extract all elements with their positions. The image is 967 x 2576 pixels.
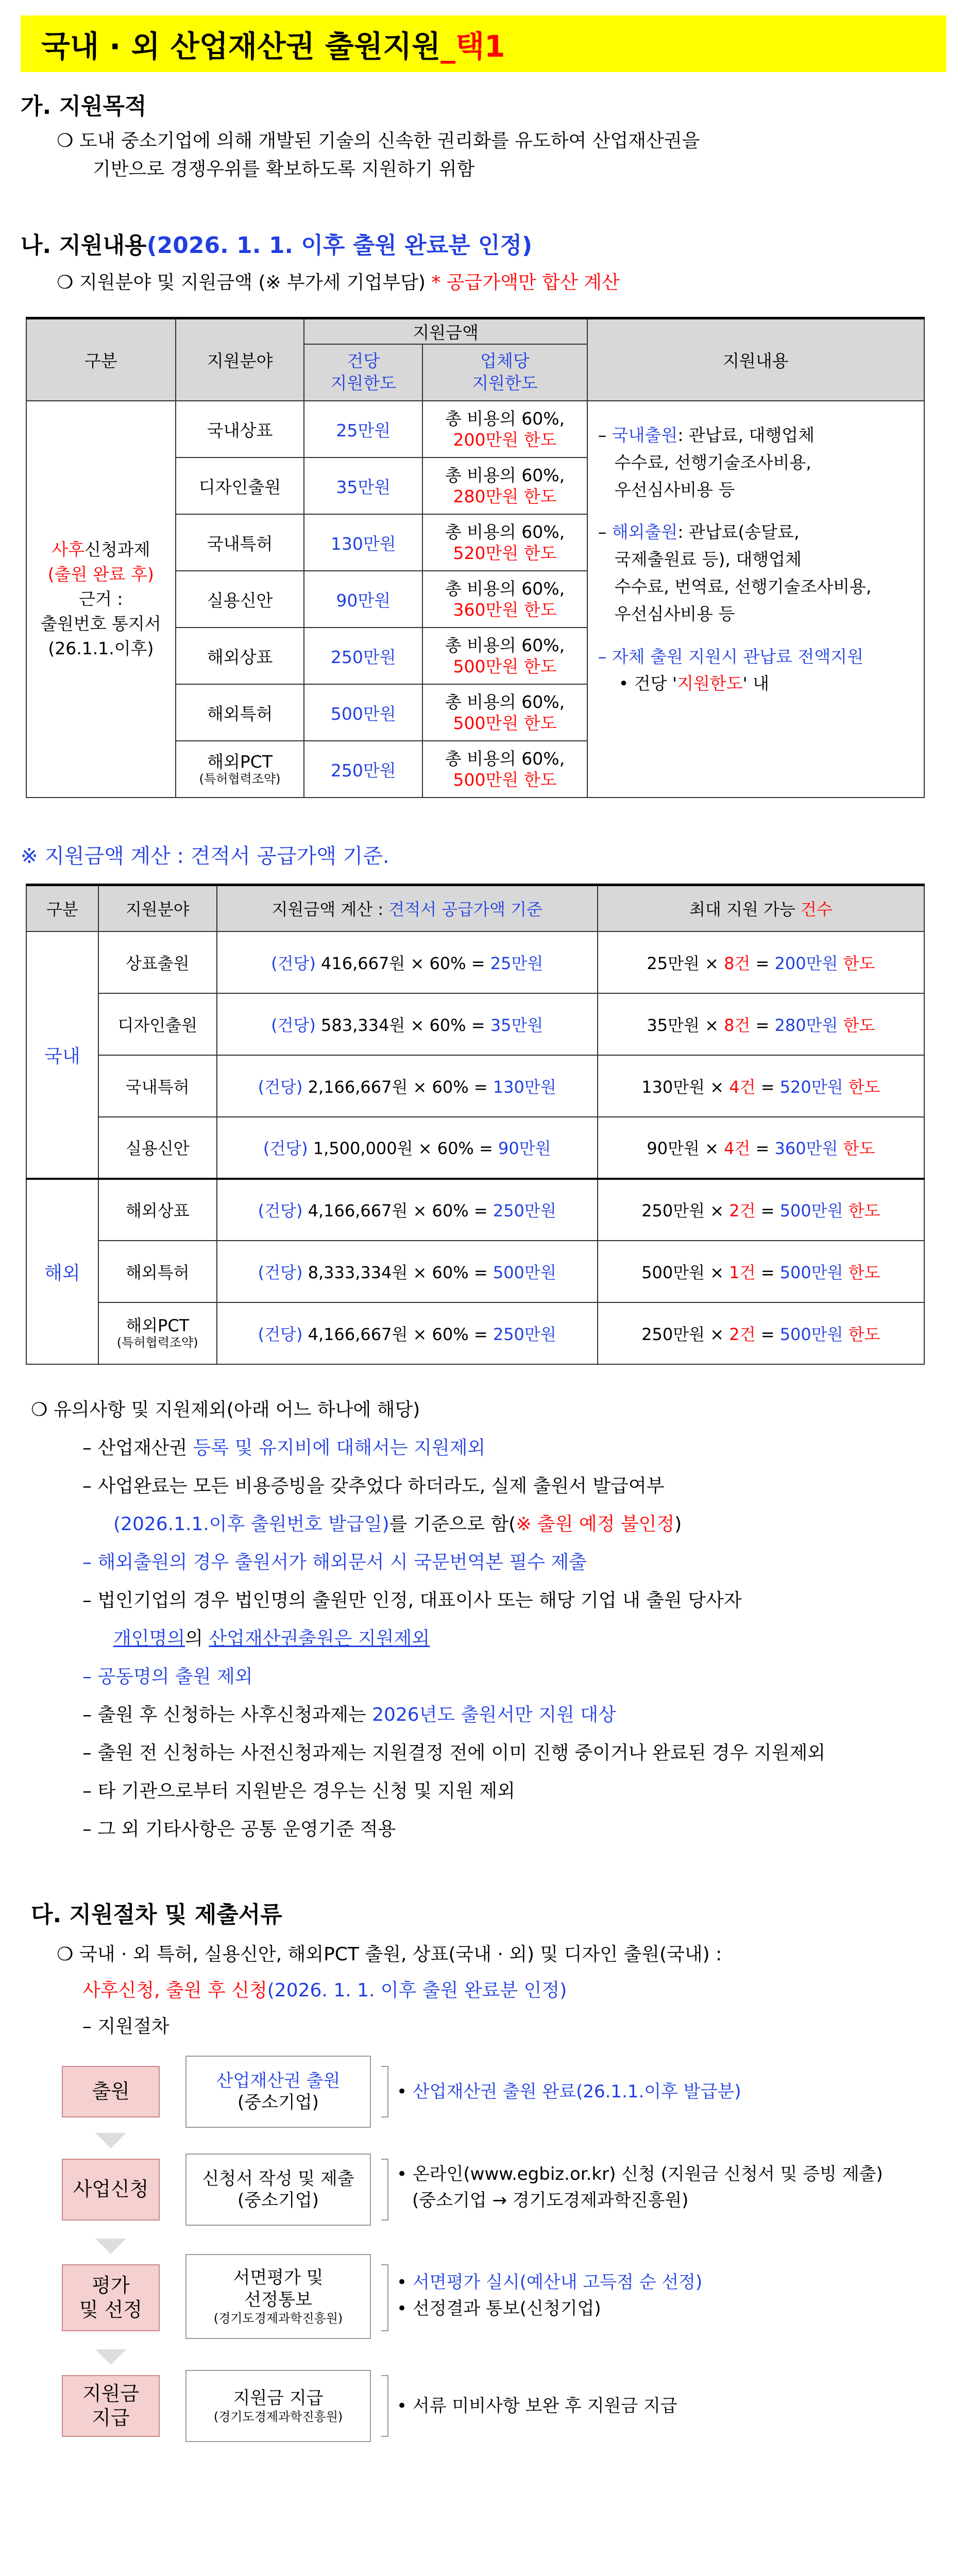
step-pay-bracket — [381, 2375, 388, 2437]
t1-header-content: 지원내용 — [587, 318, 924, 401]
step-submit-bracket — [381, 2159, 388, 2221]
t1-ratio: 총 비용의 60%, — [445, 635, 565, 655]
note-3 — [31, 1505, 825, 1544]
t2-max-c: = — [755, 1077, 780, 1097]
step-pay-desc2: (경기도경제과학진흥원) — [213, 2410, 343, 2425]
note-5: – 법인기업의 경우 법인명의 출원만 인정, 대표이사 또는 해당 기업 내 출원 당사자 — [82, 1590, 742, 1611]
t2-max — [598, 1117, 924, 1179]
t1-limit — [422, 741, 587, 798]
section-da-line1 — [57, 1940, 722, 1966]
t2-calc — [217, 1117, 598, 1179]
section-na-title: 나. 지원내용 — [21, 232, 147, 259]
note-11: – 그 외 기타사항은 공통 운영기준 적용 — [82, 1819, 396, 1840]
t1-content-d2: – 해외출원: 관납료(송달료, — [598, 522, 800, 543]
t1-limit — [422, 514, 587, 571]
page-title-suffix: _택1 — [440, 29, 505, 64]
step-pay-desc — [185, 2370, 371, 2442]
t1-content-cell — [587, 401, 924, 798]
t2-max-c: = — [755, 1262, 780, 1282]
note-1a: – 산업재산권 — [82, 1437, 193, 1459]
step-eval-desc2: 선정통보 — [244, 2289, 312, 2310]
step-eval-note: • 서면평가 실시(예산내 고득점 순 선정) • 선정결과 통보(신청기업) — [397, 2272, 703, 2319]
note-6b: 의 — [185, 1628, 209, 1649]
note-3a: (2026.1.1.이후 출원번호 발급일) — [113, 1514, 389, 1535]
t1-d2-line3: 수수료, 번역료, 선행기술조사비용, — [614, 576, 872, 597]
t2-calc-c: 35만원 — [490, 1015, 544, 1035]
step-apply-desc2: (중소기업) — [237, 2092, 319, 2113]
t2-calc-b: 416,667원 × 60% = — [315, 953, 490, 973]
note-9: – 출원 전 신청하는 사전신청과제는 지원결정 전에 이미 진행 중이거나 완료된 경우 지원제외 — [82, 1742, 826, 1764]
t2-header-max-b: 건수 — [800, 900, 833, 920]
t2-max-d: 360만원 — [774, 1139, 838, 1158]
t1-d2-text: : 관납료(송달료, — [677, 522, 800, 543]
t2-max-c: = — [750, 1015, 775, 1035]
t2-max-d: 520만원 — [779, 1077, 843, 1097]
t2-max-d: 500만원 — [779, 1324, 843, 1344]
t2-header-calc-a: 지원금액 계산 : — [272, 900, 389, 920]
step-pay-label2: 지급 — [92, 2406, 130, 2429]
section-na-sub — [57, 268, 620, 294]
t2-calc — [217, 1179, 598, 1241]
t2-calc-c: 25만원 — [490, 953, 544, 973]
t1-field: 해외특허 — [176, 684, 304, 741]
t1-content-d4: • 건당 '지원한도' 내 — [618, 673, 770, 694]
t2-calc-c: 250만원 — [493, 1201, 556, 1221]
t2-max-c: = — [750, 1139, 775, 1158]
t1-per: 250만원 — [304, 628, 422, 684]
circle-bullet-icon: ❍ — [57, 130, 74, 151]
t2-max — [598, 1055, 924, 1117]
t2-header-group: 구분 — [26, 885, 98, 931]
t2-max-e: 한도 — [838, 1015, 875, 1035]
t2-overseas: 해외 — [26, 1179, 98, 1364]
t2-calc-a: (건당) — [258, 1077, 303, 1097]
t2-max-c: = — [755, 1201, 780, 1221]
step-apply-note1: 산업재산권 출원 완료(26.1.1.이후 발급분) — [412, 2081, 741, 2102]
t2-calc-c: 500만원 — [493, 1262, 556, 1282]
step-eval-note2: 선정결과 통보(신청기업) — [412, 2298, 601, 2319]
t1-group-b: 신청과제 — [84, 539, 150, 560]
section-da-text1: 국내 · 외 특허, 실용신안, 해외PCT 출원, 상표(국내 · 외) 및 디자인 출원(국내) : — [79, 1944, 722, 1965]
circle-bullet-icon: ❍ — [57, 1944, 74, 1965]
t2-max-b: 4건 — [724, 1139, 751, 1158]
down-arrow-icon — [95, 2349, 126, 2365]
t1-d3-text: 자체 출원 지원시 관납료 전액지원 — [612, 646, 864, 667]
t1-per: 35만원 — [304, 457, 422, 514]
notes-block — [31, 1391, 825, 1849]
t2-max-b: 2건 — [729, 1201, 756, 1221]
t2-max-b: 8건 — [724, 1015, 751, 1035]
t2-calc — [217, 1302, 598, 1364]
t2-header-max — [598, 885, 924, 931]
t2-field: 국내특허 — [98, 1055, 217, 1117]
t2-max-e: 한도 — [838, 1139, 875, 1158]
t1-limit-text: 500만원 한도 — [453, 713, 557, 733]
t2-field: 실용신안 — [98, 1117, 217, 1179]
t1-per: 250만원 — [304, 741, 422, 798]
section-na-sub-a: 지원분야 및 지원금액 (※ 부가세 기업부담) — [79, 272, 426, 293]
t2-calc — [217, 1055, 598, 1117]
t2-max-a: 500만원 × — [641, 1262, 730, 1282]
t1-d4-c: ' 내 — [742, 673, 770, 694]
title-bar — [21, 15, 946, 72]
t2-calc-c: 250만원 — [493, 1324, 556, 1344]
t2-max-a: 250만원 × — [641, 1201, 730, 1221]
t2-max-c: = — [750, 953, 775, 973]
step-apply-box: 출원 — [62, 2066, 160, 2117]
calc-note: ※ 지원금액 계산 : 견적서 공급가액 기준. — [21, 844, 389, 868]
t1-header-company: 업체당 지원한도 — [422, 344, 587, 401]
t1-ratio: 총 비용의 60%, — [445, 465, 565, 485]
t1-group-c: (출원 완료 후) — [47, 564, 154, 585]
note-7: – 공동명의 출원 제외 — [82, 1666, 253, 1687]
note-8 — [31, 1696, 825, 1734]
t1-d2-line2: 국제출원료 등), 대행업체 — [614, 549, 802, 570]
t1-limit — [422, 571, 587, 628]
t2-max-e: 한도 — [838, 953, 875, 973]
step-eval-desc3: (경기도경제과학진흥원) — [213, 2311, 343, 2326]
t2-domestic: 국내 — [26, 931, 98, 1179]
t2-max-c: = — [755, 1324, 780, 1344]
t1-field: 실용신안 — [176, 571, 304, 628]
t1-limit-text: 500만원 한도 — [453, 656, 557, 676]
step-eval-bracket — [381, 2264, 388, 2331]
t2-calc-a: (건당) — [258, 1201, 303, 1221]
note-8a: – 출원 후 신청하는 사후신청과제는 — [82, 1704, 372, 1725]
t2-max-a: 90만원 × — [647, 1139, 724, 1158]
note-10: – 타 기관으로부터 지원받은 경우는 신청 및 지원 제외 — [82, 1781, 515, 1802]
t2-max-e: 한도 — [843, 1201, 880, 1221]
note-4: – 해외출원의 경우 출원서가 해외문서 시 국문번역본 필수 제출 — [82, 1552, 587, 1573]
section-ga-line1 — [57, 126, 700, 152]
step-eval-label1: 평가 — [92, 2274, 130, 2297]
t2-max — [598, 931, 924, 993]
down-arrow-icon — [95, 2239, 126, 2254]
step-eval-note1: 서면평가 실시(예산내 고득점 순 선정) — [412, 2272, 703, 2293]
t1-ratio: 총 비용의 60%, — [445, 521, 565, 542]
t1-field — [176, 741, 304, 798]
section-da-heading: 다. 지원절차 및 제출서류 — [31, 1902, 282, 1928]
t2-max-a: 35만원 × — [647, 1015, 724, 1035]
step-pay-box — [62, 2375, 160, 2437]
t1-content-d3: – 자체 출원 지원시 관납료 전액지원 — [598, 646, 864, 667]
t2-calc-a: (건당) — [271, 1015, 316, 1035]
note-8b: 2026년도 출원서만 지원 대상 — [372, 1704, 616, 1725]
page-title-main: 국내 · 외 산업재산권 출원지원 — [41, 29, 441, 64]
t2-field: 상표출원 — [98, 931, 217, 993]
t1-d2-line4: 우선심사비용 등 — [614, 603, 735, 624]
t2-max-a: 250만원 × — [641, 1324, 730, 1344]
step-submit-desc1: 신청서 작성 및 제출 — [202, 2168, 354, 2189]
t1-per: 500만원 — [304, 684, 422, 741]
t2-max-a: 25만원 × — [647, 953, 724, 973]
support-amount-table — [26, 317, 925, 798]
note-6a: 개인명의 — [113, 1628, 185, 1649]
t2-max-d: 500만원 — [779, 1201, 843, 1221]
step-apply-desc1: 산업재산권 출원 — [216, 2070, 341, 2091]
section-ga-heading: 가. 지원목적 — [21, 93, 147, 120]
circle-bullet-icon: ❍ — [31, 1399, 48, 1420]
notes-heading — [31, 1391, 825, 1429]
section-da-l2b: (2026. 1. 1. 이후 출원 완료분 인정) — [267, 1980, 567, 2001]
t2-field — [98, 1302, 217, 1364]
t2-max-d: 500만원 — [779, 1262, 843, 1282]
section-na-sub-b: * 공급가액만 합산 계산 — [425, 272, 620, 293]
note-1 — [31, 1429, 825, 1467]
t2-field-pct: 해외PCT — [126, 1315, 190, 1335]
t1-header-group: 구분 — [26, 318, 176, 401]
section-da-line2 — [82, 1976, 567, 2002]
t1-d4-a: 건당 ' — [634, 673, 677, 694]
step-submit-note2: (중소기업 → 경기도경제과학진흥원) — [412, 2190, 689, 2211]
t1-limit-text: 520만원 한도 — [453, 543, 557, 563]
t1-limit — [422, 684, 587, 741]
calc-table — [26, 884, 925, 1365]
t1-group-e: 출원번호 통지서 — [41, 613, 161, 634]
step-eval-desc — [185, 2254, 371, 2339]
t2-header-field: 지원분야 — [98, 885, 217, 931]
step-submit-note: • 온라인(www.egbiz.or.kr) 신청 (지원금 신청서 및 증빙 제출) (중소기업 → 경기도경제과학진흥원) — [397, 2161, 883, 2214]
t1-limit — [422, 628, 587, 684]
step-eval-label2: 및 선정 — [79, 2298, 143, 2321]
t1-limit-text: 360만원 한도 — [453, 600, 557, 620]
step-apply-desc — [185, 2056, 371, 2128]
step-submit-note1: 온라인(www.egbiz.or.kr) 신청 (지원금 신청서 및 증빙 제출) — [412, 2164, 883, 2184]
step-submit-desc2: (중소기업) — [237, 2190, 319, 2211]
t1-d4-b: 지원한도 — [677, 673, 743, 694]
note-3b: 를 기준으로 함( — [389, 1514, 516, 1535]
t2-field: 디자인출원 — [98, 993, 217, 1055]
t1-d1-text: : 관납료, 대행업체 — [677, 425, 815, 445]
t2-calc-b: 4,166,667원 × 60% = — [302, 1201, 493, 1221]
t2-max-b: 1건 — [729, 1262, 756, 1282]
t1-field-pct-sub: (특허협력조약) — [199, 772, 281, 787]
section-da-l2a: 사후신청, 출원 후 신청 — [82, 1980, 267, 2001]
t2-field: 해외상표 — [98, 1179, 217, 1241]
t2-max-e: 한도 — [843, 1324, 880, 1344]
note-3c: ※ 출원 예정 불인정 — [516, 1514, 675, 1535]
t1-ratio: 총 비용의 60%, — [445, 748, 565, 769]
t2-calc — [217, 993, 598, 1055]
t1-per: 130만원 — [304, 514, 422, 571]
t1-limit-text: 500만원 한도 — [453, 770, 557, 790]
t1-limit — [422, 457, 587, 514]
t2-header-max-a: 최대 지원 가능 — [689, 900, 801, 920]
t1-field: 국내상표 — [176, 401, 304, 457]
t2-calc-c: 130만원 — [493, 1077, 556, 1097]
t1-limit-text: 200만원 한도 — [453, 430, 557, 450]
t2-max — [598, 1179, 924, 1241]
t2-calc-b: 2,166,667원 × 60% = — [302, 1077, 493, 1097]
t1-limit — [422, 401, 587, 457]
step-pay-label1: 지원금 — [82, 2382, 140, 2405]
t2-max — [598, 1241, 924, 1302]
t1-field: 국내특허 — [176, 514, 304, 571]
t1-field: 해외상표 — [176, 628, 304, 684]
t1-per: 25만원 — [304, 401, 422, 457]
step-apply-bracket — [381, 2066, 388, 2117]
t1-per: 90만원 — [304, 571, 422, 628]
page-title — [21, 22, 505, 65]
t1-field: 디자인출원 — [176, 457, 304, 514]
t1-group-cell — [26, 401, 176, 798]
t2-calc-a: (건당) — [271, 953, 316, 973]
step-pay-desc1: 지원금 지급 — [233, 2387, 324, 2409]
t2-max-d: 200만원 — [774, 953, 838, 973]
t2-calc-a: (건당) — [258, 1262, 303, 1282]
step-eval-box — [62, 2264, 160, 2331]
t2-max — [598, 993, 924, 1055]
step-apply-note: • 산업재산권 출원 완료(26.1.1.이후 발급분) — [397, 2081, 741, 2102]
t2-calc-a: (건당) — [258, 1324, 303, 1344]
step-eval-desc1: 서면평가 및 — [233, 2267, 324, 2288]
step-pay-note: • 서류 미비사항 보완 후 지원금 지급 — [397, 2396, 677, 2416]
t1-ratio: 총 비용의 60%, — [445, 578, 565, 599]
t2-header-calc-b: 견적서 공급가액 기준 — [388, 900, 542, 920]
t1-ratio: 총 비용의 60%, — [445, 691, 565, 712]
t2-calc-b: 583,334원 × 60% = — [315, 1015, 490, 1035]
t2-calc — [217, 1241, 598, 1302]
t1-header-amount: 지원금액 — [304, 318, 587, 345]
t2-calc-b: 4,166,667원 × 60% = — [302, 1324, 493, 1344]
section-da-line3: – 지원절차 — [82, 2016, 169, 2037]
t1-d2-label: 해외출원 — [612, 522, 678, 543]
t2-max-e: 한도 — [843, 1077, 880, 1097]
note-3d: ) — [674, 1514, 682, 1535]
note-6c: 산업재산권출원은 지원제외 — [209, 1628, 430, 1649]
circle-bullet-icon: ❍ — [57, 272, 74, 293]
notes-heading-text: 유의사항 및 지원제외(아래 어느 하나에 해당) — [54, 1399, 420, 1420]
t1-content-d1: – 국내출원: 관납료, 대행업체 — [598, 425, 815, 445]
t1-group-a: 사후 — [52, 539, 84, 560]
step-submit-desc — [185, 2154, 371, 2226]
note-2: – 사업완료는 모든 비용증빙을 갖추었다 하더라도, 실제 출원서 발급여부 — [82, 1476, 665, 1497]
t1-header-per: 건당 지원한도 — [304, 344, 422, 401]
t2-max-b: 4건 — [729, 1077, 756, 1097]
t2-max — [598, 1302, 924, 1364]
t2-calc-b: 1,500,000원 × 60% = — [308, 1139, 498, 1158]
t1-d1-line3: 우선심사비용 등 — [614, 479, 735, 500]
t1-field-pct: 해외PCT — [207, 751, 273, 772]
t2-field-pct-sub: (특허협력조약) — [116, 1335, 198, 1350]
step-pay-note1: 서류 미비사항 보완 후 지원금 지급 — [412, 2396, 677, 2416]
t1-limit-text: 280만원 한도 — [453, 486, 557, 506]
t2-max-b: 2건 — [729, 1324, 756, 1344]
t2-calc — [217, 931, 598, 993]
t2-max-e: 한도 — [843, 1262, 880, 1282]
t1-group-d: 근거 : — [79, 589, 123, 609]
t1-d1-label: 국내출원 — [612, 425, 678, 445]
t1-ratio: 총 비용의 60%, — [445, 408, 565, 429]
note-1b: 등록 및 유지비에 대해서는 지원제외 — [193, 1437, 486, 1459]
t1-group-label — [27, 537, 175, 562]
t2-calc-c: 90만원 — [498, 1139, 551, 1158]
t2-max-a: 130만원 × — [641, 1077, 730, 1097]
section-ga-text1: 도내 중소기업에 의해 개발된 기술의 신속한 권리화를 유도하여 산업재산권을 — [79, 130, 700, 151]
t2-header-calc — [217, 885, 598, 931]
t2-calc-a: (건당) — [263, 1139, 308, 1158]
t2-field: 해외특허 — [98, 1241, 217, 1302]
down-arrow-icon — [95, 2133, 126, 2148]
t2-max-d: 280만원 — [774, 1015, 838, 1035]
section-na-date: (2026. 1. 1. 이후 출원 완료분 인정) — [146, 232, 533, 259]
t2-calc-b: 8,333,334원 × 60% = — [302, 1262, 493, 1282]
note-6 — [31, 1620, 825, 1658]
section-na-heading — [21, 227, 532, 260]
t1-d1-line2: 수수료, 선행기술조사비용, — [614, 452, 811, 472]
t2-max-b: 8건 — [724, 953, 751, 973]
step-submit-box: 사업신청 — [62, 2159, 160, 2221]
t1-group-f: (26.1.1.이후) — [48, 638, 154, 658]
t1-header-field: 지원분야 — [176, 318, 304, 401]
section-ga-line2: 기반으로 경쟁우위를 확보하도록 지원하기 위함 — [93, 159, 475, 180]
